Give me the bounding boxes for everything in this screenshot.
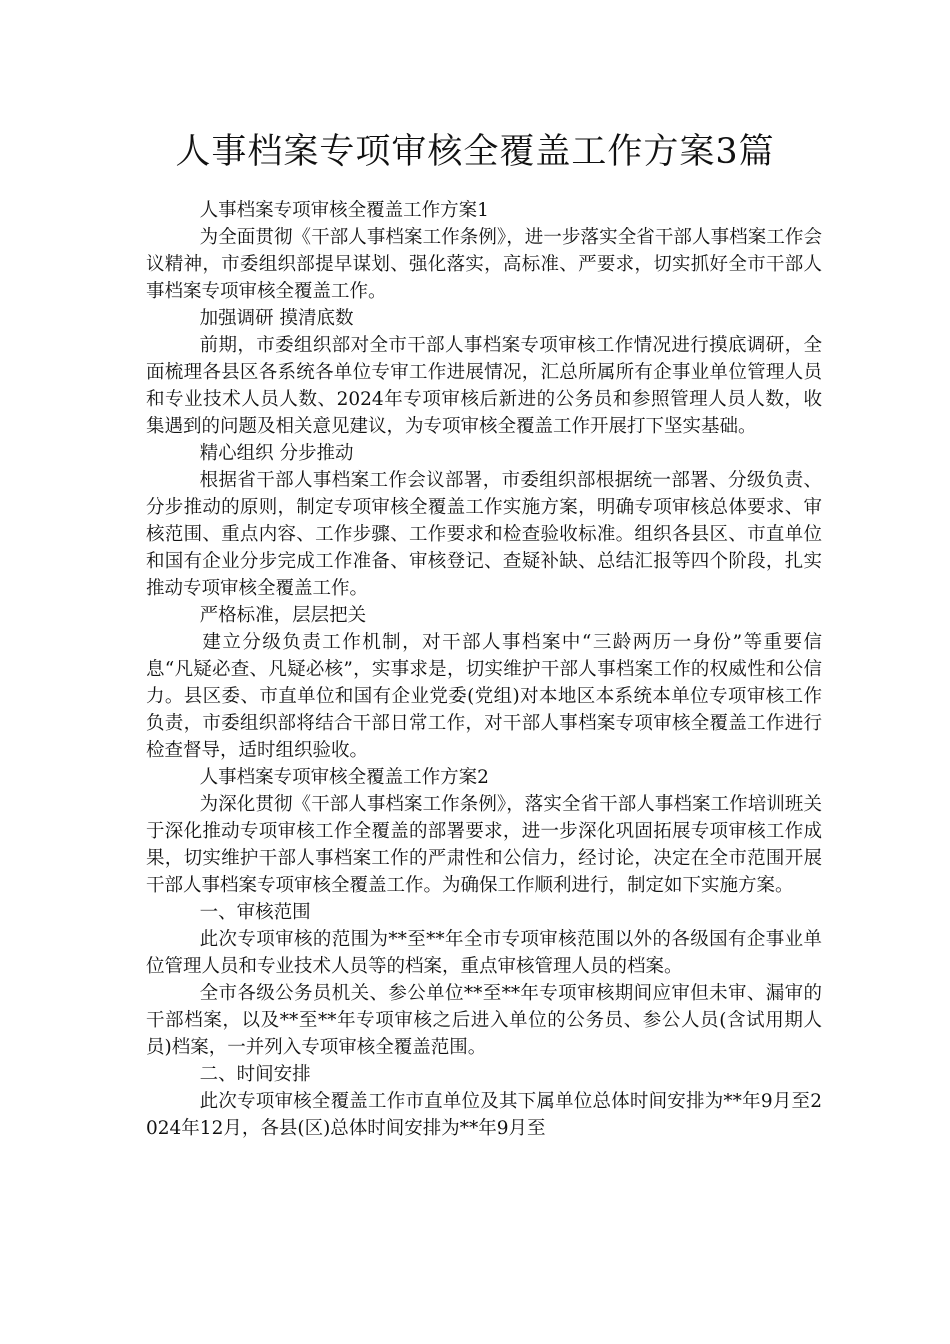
paragraph-intro-plan-2: 为深化贯彻《干部人事档案工作条例》，落实全省干部人事档案工作培训班关于深化推动专项审核工作全覆盖的部署要求，进一步深化巩固拓展专项审核工作成果，切实维护干部人事档案工作的严肃性和公信力，经讨论，决定在全市范围开展干部人事档案专项审核全覆盖工作。为确保工作顺利进行，制定如下实施方案。 (146, 794, 822, 896)
paragraph-intro-plan-1: 为全面贯彻《干部人事档案工作条例》，进一步落实全省干部人事档案工作会议精神，市委组织部提早谋划、强化落实，高标准、严要求，切实抓好全市干部人事档案专项审核全覆盖工作。 (146, 227, 822, 302)
subheading-research: 加强调研 摸清底数 (199, 308, 354, 329)
subheading-scope: 一、审核范围 (199, 902, 311, 923)
document-body (146, 197, 822, 1142)
paragraph-standards: 建立分级负责工作机制，对干部人事档案中“三龄两历一身份”等重要信息“凡疑必查、凡疑必核”，实事求是，切实维护干部人事档案工作的权威性和公信力。县区委、市直单位和国有企业党委(党组)对本地区本系统本单位专项审核工作负责，市委组织部将结合干部日常工作，对干部人事档案专项审核全覆盖工作进行检查督导，适时组织验收。 (146, 632, 822, 761)
paragraph-schedule: 此次专项审核全覆盖工作市直单位及其下属单位总体时间安排为**年9月至2024年12月，各县(区)总体时间安排为**年9月至 (146, 1091, 822, 1139)
paragraph-scope-1: 此次专项审核的范围为**至**年全市专项审核范围以外的各级国有企事业单位管理人员和专业技术人员等的档案，重点审核管理人员的档案。 (146, 929, 822, 977)
subheading-schedule: 二、时间安排 (199, 1064, 311, 1085)
subheading-organize: 精心组织 分步推动 (199, 443, 354, 464)
section-heading-plan-2: 人事档案专项审核全覆盖工作方案2 (199, 767, 489, 788)
document-title: 人事档案专项审核全覆盖工作方案3篇 (175, 132, 775, 172)
paragraph-organize: 根据省干部人事档案工作会议部署，市委组织部根据统一部署、分级负责、分步推动的原则，制定专项审核全覆盖工作实施方案，明确专项审核总体要求、审核范围、重点内容、工作步骤、工作要求和检查验收标准。组织各县区、市直单位和国有企业分步完成工作准备、审核登记、查疑补缺、总结汇报等四个阶段，扎实推动专项审核全覆盖工作。 (146, 470, 822, 599)
paragraph-scope-2: 全市各级公务员机关、参公单位**至**年专项审核期间应审但未审、漏审的干部档案，以及**至**年专项审核之后进入单位的公务员、参公人员(含试用期人员)档案，一并列入专项审核全覆盖范围。 (146, 983, 822, 1058)
section-heading-plan-1: 人事档案专项审核全覆盖工作方案1 (199, 200, 489, 221)
paragraph-research: 前期，市委组织部对全市干部人事档案专项审核工作情况进行摸底调研，全面梳理各县区各系统各单位专审工作进展情况，汇总所属所有企事业单位管理人员和专业技术人员人数、2024年专项审核后新进的公务员和参照管理人员人数，收集遇到的问题及相关意见建议，为专项审核全覆盖工作开展打下坚实基础。 (146, 335, 822, 437)
subheading-standards: 严格标准，层层把关 (199, 605, 367, 626)
